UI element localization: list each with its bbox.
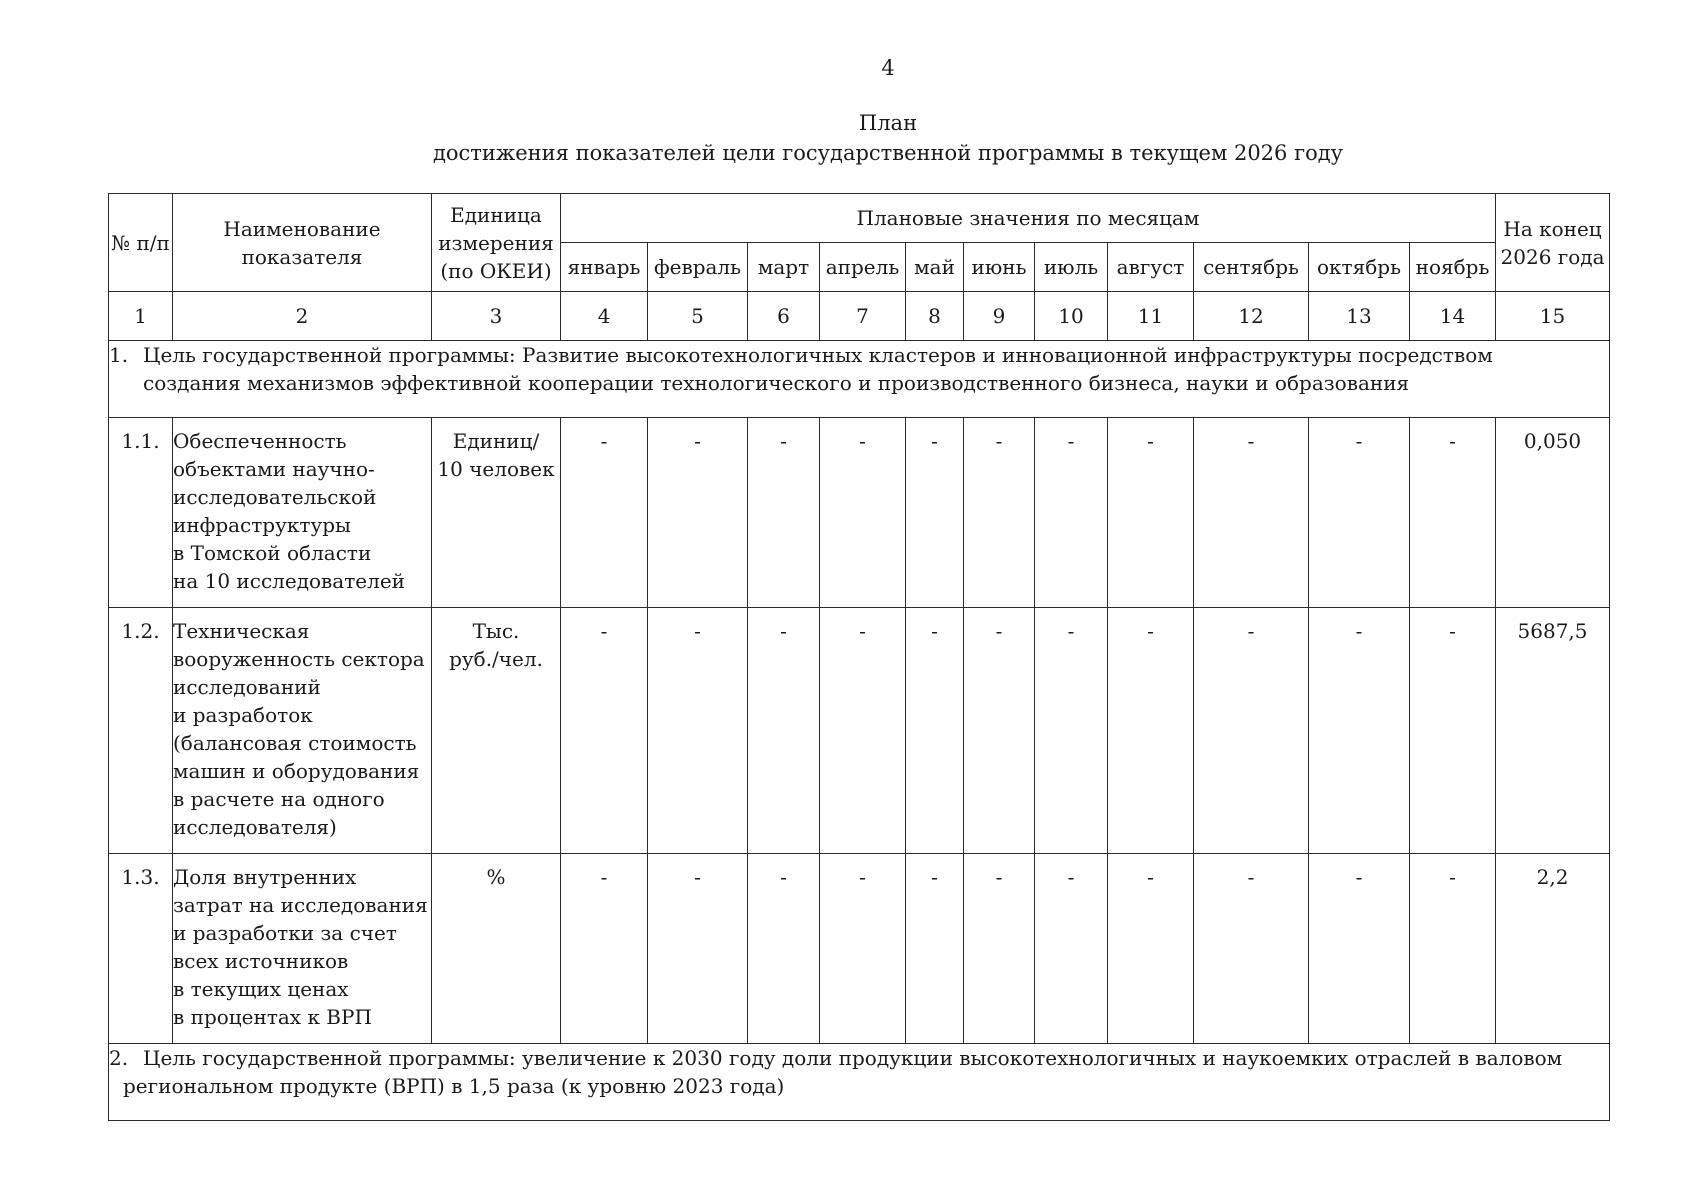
month-value: -: [748, 854, 820, 1044]
month-value: -: [1410, 418, 1496, 608]
header-row: [109, 194, 1610, 243]
month-header: июль: [1035, 243, 1108, 292]
indicator-name-line: и разработок: [173, 703, 313, 727]
final-value: 0,050: [1496, 418, 1610, 608]
indicator-name-line: в текущих ценах: [173, 977, 349, 1001]
header-num: № п/п: [109, 194, 173, 292]
goal-text-line1: Цель государственной программы: Развитие высокотехнологичных кластеров и инновационной инфраструктуры посредством: [143, 343, 1493, 367]
month-value: -: [1035, 418, 1108, 608]
indicator-unit-line: 10 человек: [437, 457, 555, 481]
month-value: -: [906, 608, 964, 854]
document-title-block: [0, 108, 1698, 168]
month-header: сентябрь: [1194, 243, 1309, 292]
column-number: 5: [648, 292, 748, 341]
month-value: -: [820, 418, 906, 608]
month-value: -: [1035, 854, 1108, 1044]
month-value: -: [906, 854, 964, 1044]
month-header: октябрь: [1309, 243, 1410, 292]
document-title: План: [858, 111, 918, 135]
month-value: -: [1194, 608, 1309, 854]
goal-number: 2.: [109, 1046, 129, 1070]
month-header: июнь: [964, 243, 1035, 292]
header-plan: Плановые значения по месяцам: [561, 194, 1496, 243]
month-value: -: [748, 608, 820, 854]
indicator-name-line: вооруженность сектора: [173, 647, 425, 671]
indicator-name-line: и разработки за счет: [173, 921, 397, 945]
indicator-name-line: затрат на исследования: [173, 893, 428, 917]
month-value: -: [964, 418, 1035, 608]
indicator-unit: [432, 418, 561, 608]
indicator-name: [173, 854, 432, 1044]
goal-cell: [109, 341, 1610, 418]
month-value: -: [1194, 854, 1309, 1044]
month-value: -: [964, 608, 1035, 854]
month-value: -: [820, 608, 906, 854]
indicator-unit-line: руб./чел.: [449, 647, 543, 671]
indicator-name-line: всех источников: [173, 949, 349, 973]
column-number: 2: [173, 292, 432, 341]
goal-line: [109, 1044, 1609, 1072]
month-value: -: [648, 854, 748, 1044]
column-number: 4: [561, 292, 648, 341]
column-number: 9: [964, 292, 1035, 341]
indicator-name-line: исследователя): [173, 815, 337, 839]
month-value: -: [1309, 418, 1410, 608]
goal-cell: [109, 1044, 1610, 1121]
month-value: -: [1035, 608, 1108, 854]
indicator-name-line: на 10 исследователей: [173, 569, 406, 593]
goal-number: 1.: [109, 343, 129, 367]
column-number: 12: [1194, 292, 1309, 341]
indicator-name-line: Техническая: [173, 619, 310, 643]
indicator-name-line: Обеспеченность: [173, 429, 347, 453]
column-number: 6: [748, 292, 820, 341]
column-number: 1: [109, 292, 173, 341]
goal-text-line1: Цель государственной программы: увеличение к 2030 году доли продукции высокотехнологичных и наукоемких отраслей в валовом: [143, 1046, 1563, 1070]
indicator-name: [173, 608, 432, 854]
indicator-name: [173, 418, 432, 608]
month-header: апрель: [820, 243, 906, 292]
header-name: Наименование показателя: [173, 194, 432, 292]
month-value: -: [906, 418, 964, 608]
month-value: -: [561, 418, 648, 608]
indicator-name-line: объектами научно-: [173, 457, 375, 481]
document-subtitle: достижения показателей цели государственной программы в текущем 2026 году: [432, 141, 1344, 165]
month-value: -: [1194, 418, 1309, 608]
indicator-unit-line: Тыс.: [472, 619, 520, 643]
indicator-number: 1.3.: [109, 854, 173, 1044]
month-value: -: [648, 418, 748, 608]
column-number: 14: [1410, 292, 1496, 341]
indicator-name-line: машин и оборудования: [173, 759, 420, 783]
month-value: -: [561, 608, 648, 854]
indicator-row: [109, 418, 1610, 608]
month-header: февраль: [648, 243, 748, 292]
goal-line: [109, 341, 1609, 369]
column-numbers-row: [109, 292, 1610, 341]
page-number: 4: [881, 56, 895, 80]
plan-table: [108, 193, 1610, 1121]
month-header: ноябрь: [1410, 243, 1496, 292]
indicator-name-line: исследовательской: [173, 485, 377, 509]
month-value: -: [1108, 608, 1194, 854]
column-number: 10: [1035, 292, 1108, 341]
header-final: На конец 2026 года: [1496, 194, 1610, 292]
month-value: -: [1410, 608, 1496, 854]
indicator-unit-line: Единиц/: [452, 429, 540, 453]
goal-row: [109, 1044, 1610, 1121]
month-value: -: [561, 854, 648, 1044]
month-header: август: [1108, 243, 1194, 292]
month-value: -: [1410, 854, 1496, 1044]
column-number: 8: [906, 292, 964, 341]
indicator-name-line: исследований: [173, 675, 321, 699]
goal-row: [109, 341, 1610, 418]
column-number: 7: [820, 292, 906, 341]
month-value: -: [1108, 854, 1194, 1044]
header-unit: Единица измерения (по ОКЕИ): [432, 194, 561, 292]
indicator-name-line: Доля внутренних: [173, 865, 357, 889]
month-value: -: [964, 854, 1035, 1044]
indicator-name-line: в расчете на одного: [173, 787, 385, 811]
indicator-name-line: (балансовая стоимость: [173, 731, 417, 755]
indicator-number: 1.2.: [109, 608, 173, 854]
final-value: 5687,5: [1496, 608, 1610, 854]
column-number: 3: [432, 292, 561, 341]
month-value: -: [748, 418, 820, 608]
month-value: -: [1309, 608, 1410, 854]
indicator-name-line: инфраструктуры: [173, 513, 351, 537]
month-header: март: [748, 243, 820, 292]
indicator-unit: [432, 608, 561, 854]
column-number: 11: [1108, 292, 1194, 341]
month-value: -: [648, 608, 748, 854]
indicator-row: [109, 608, 1610, 854]
goal-text-line2: региональном продукте (ВРП) в 1,5 раза (к уровню 2023 года): [123, 1074, 785, 1098]
indicator-name-line: в Томской области: [173, 541, 372, 565]
indicator-number: 1.1.: [109, 418, 173, 608]
month-value: -: [1309, 854, 1410, 1044]
final-value: 2,2: [1496, 854, 1610, 1044]
month-header: январь: [561, 243, 648, 292]
column-number: 13: [1309, 292, 1410, 341]
column-number: 15: [1496, 292, 1610, 341]
month-value: -: [820, 854, 906, 1044]
indicator-row: [109, 854, 1610, 1044]
indicator-name-line: в процентах к ВРП: [173, 1005, 372, 1029]
goal-text-line2: создания механизмов эффективной кооперации технологического и производственного бизнеса, науки и образования: [143, 371, 1410, 395]
indicator-unit: [432, 854, 561, 1044]
month-value: -: [1108, 418, 1194, 608]
month-header: май: [906, 243, 964, 292]
indicator-unit-line: %: [486, 865, 506, 889]
